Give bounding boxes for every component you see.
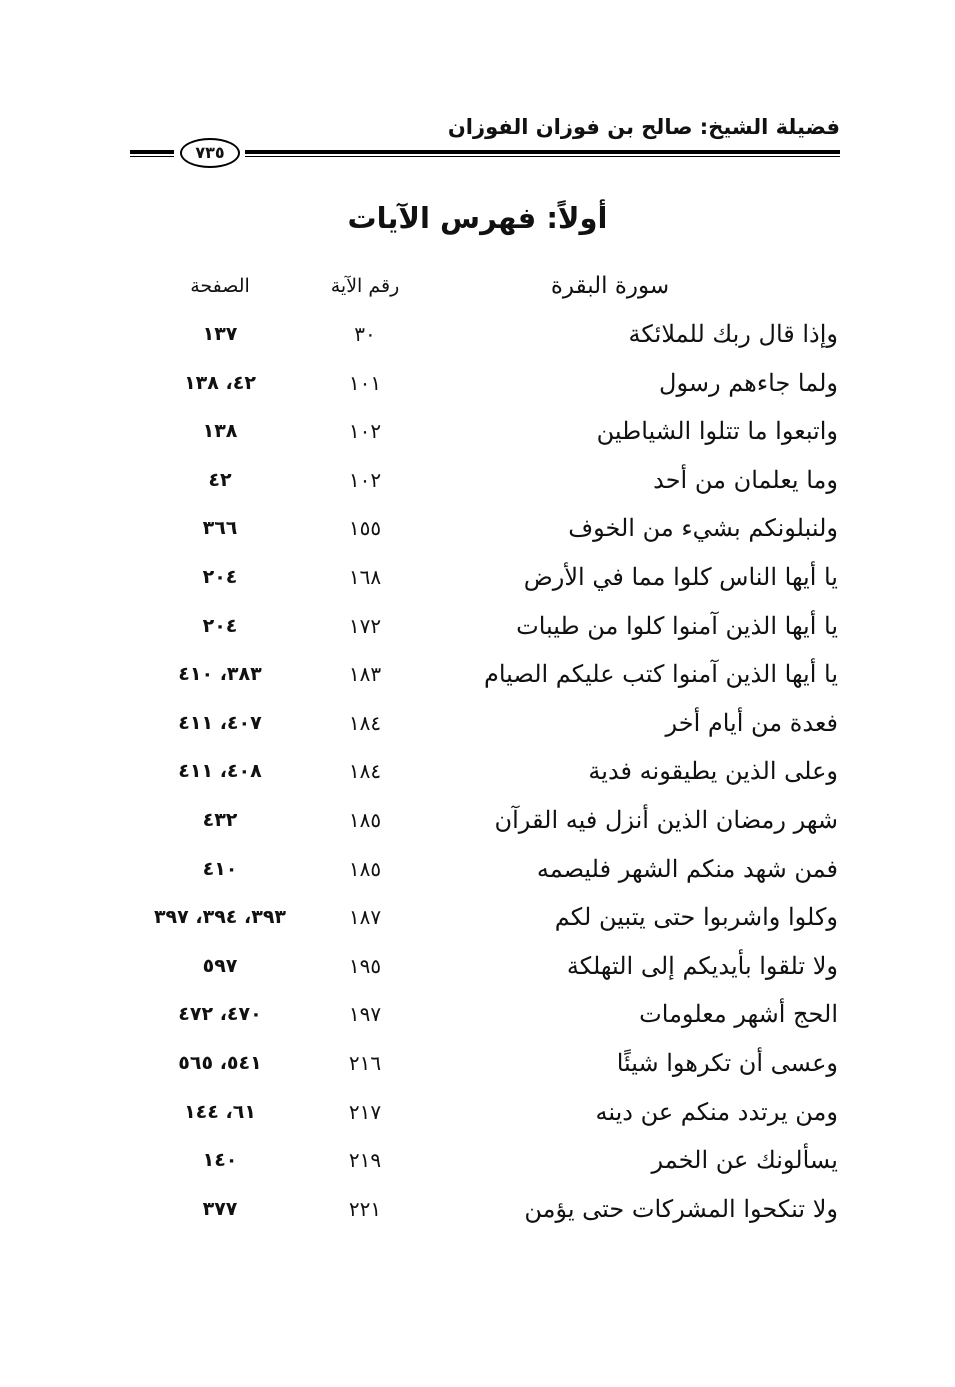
ayah-number: ١٨٥ [348, 807, 382, 832]
table-row [0, 310, 955, 359]
page-references: ٤٢ [208, 468, 232, 491]
verse-text: يسألونك عن الخمر [651, 1146, 838, 1175]
table-row [0, 602, 955, 651]
ayah-number: ١٩٧ [348, 1002, 382, 1027]
header-rule-short [130, 150, 174, 157]
page-references: ٢٠٤ [202, 614, 238, 637]
table-row [0, 893, 955, 942]
table-row [0, 1136, 955, 1185]
ayah-number: ١٧٢ [348, 613, 382, 638]
ayah-number: ٢١٧ [348, 1099, 382, 1124]
table-row [0, 990, 955, 1039]
table-row [0, 699, 955, 748]
table-row [0, 1039, 955, 1088]
column-header-ayah: رقم الآية [330, 275, 400, 297]
page-number: ٧٣٥ [180, 138, 240, 168]
verse-text: وما يعلمان من أحد [653, 465, 838, 494]
verse-index-table [0, 310, 955, 1233]
ayah-number: ٣٠ [354, 322, 376, 346]
table-row [0, 796, 955, 845]
verse-text: يا أيها الناس كلوا مما في الأرض [523, 562, 838, 591]
table-row [0, 553, 955, 602]
verse-text: وعلى الذين يطيقونه فدية [588, 757, 838, 786]
verse-text: وعسى أن تكرهوا شيئًا [616, 1048, 838, 1077]
verse-text: الحج أشهر معلومات [639, 1000, 838, 1029]
page-references: ٤١٠ [202, 857, 238, 880]
table-row [0, 407, 955, 456]
page-references: ٤٣٢ [202, 808, 238, 831]
ayah-number: ١٩٥ [348, 953, 382, 978]
table-row [0, 359, 955, 408]
table-row [0, 845, 955, 894]
table-row [0, 650, 955, 699]
verse-text: ولما جاءهم رسول [659, 368, 838, 397]
verse-text: ولا تنكحوا المشركات حتى يؤمن [524, 1194, 838, 1223]
column-header-page: الصفحة [190, 275, 250, 297]
verse-text: وإذا قال ربك للملائكة [628, 320, 838, 348]
verse-text: يا أيها الذين آمنوا كتب عليكم الصيام [483, 660, 838, 689]
ayah-number: ١٦٨ [348, 564, 382, 589]
running-header [130, 112, 840, 172]
verse-text: ولنبلونكم بشيء من الخوف [568, 514, 838, 543]
page-references: ٤٠٨، ٤١١ [178, 760, 262, 783]
page-references: ٤٧٠، ٤٧٢ [178, 1003, 262, 1026]
section-title: أولاً: فهرس الآيات [347, 201, 608, 235]
table-row [0, 456, 955, 505]
ayah-number: ١٨٤ [348, 759, 382, 784]
ayah-number: ٢١٦ [348, 1050, 382, 1075]
page-references: ١٣٨ [202, 420, 238, 443]
page-references: ١٣٧ [202, 323, 238, 345]
ayah-number: ١٨٧ [348, 905, 382, 930]
page-references: ٤٢، ١٣٨ [184, 371, 256, 394]
ayah-number: ١٨٥ [348, 856, 382, 881]
page-references: ١٤٠ [202, 1149, 238, 1172]
ayah-number: ١٠١ [348, 370, 382, 395]
verse-text: فمن شهد منكم الشهر فليصمه [536, 854, 838, 883]
ayah-number: ١٨٣ [348, 662, 382, 687]
verse-text: فعدة من أيام أخر [665, 708, 838, 737]
ayah-number: ١٠٢ [348, 467, 382, 492]
page-references: ٣٩٣، ٣٩٤، ٣٩٧ [153, 906, 287, 929]
table-row [0, 1088, 955, 1137]
ayah-number: ٢٢١ [348, 1196, 382, 1221]
column-header-surah: سورة البقرة [550, 273, 670, 299]
verse-text: يا أيها الذين آمنوا كلوا من طيبات [516, 611, 838, 640]
page-references: ٣٧٧ [202, 1197, 238, 1220]
page-references: ٥٤١، ٥٦٥ [178, 1051, 262, 1074]
verse-text: شهر رمضان الذين أنزل فيه القرآن [494, 805, 838, 834]
page-references: ٤٠٧، ٤١١ [178, 711, 262, 734]
page-references: ٢٠٤ [202, 565, 238, 588]
table-row [0, 747, 955, 796]
header-title: فضيلة الشيخ: صالح بن فوزان الفوزان [447, 115, 840, 139]
ayah-number: ٢١٩ [348, 1148, 382, 1173]
verse-text: واتبعوا ما تتلوا الشياطين [596, 417, 838, 446]
table-row [0, 504, 955, 553]
page-references: ٣٦٦ [202, 517, 238, 540]
ayah-number: ١٠٢ [348, 419, 382, 444]
verse-text: ومن يرتدد منكم عن دينه [595, 1097, 838, 1126]
header-rule-long [245, 150, 840, 157]
ayah-number: ١٥٥ [348, 516, 382, 541]
ayah-number: ١٨٤ [348, 710, 382, 735]
table-row [0, 942, 955, 991]
verse-text: وكلوا واشربوا حتى يتبين لكم [554, 903, 838, 932]
page-references: ٣٨٣، ٤١٠ [178, 663, 262, 686]
verse-text: ولا تلقوا بأيديكم إلى التهلكة [566, 951, 838, 980]
table-row [0, 1185, 955, 1234]
page-references: ٥٩٧ [202, 954, 238, 977]
page-references: ٦١، ١٤٤ [184, 1100, 256, 1123]
